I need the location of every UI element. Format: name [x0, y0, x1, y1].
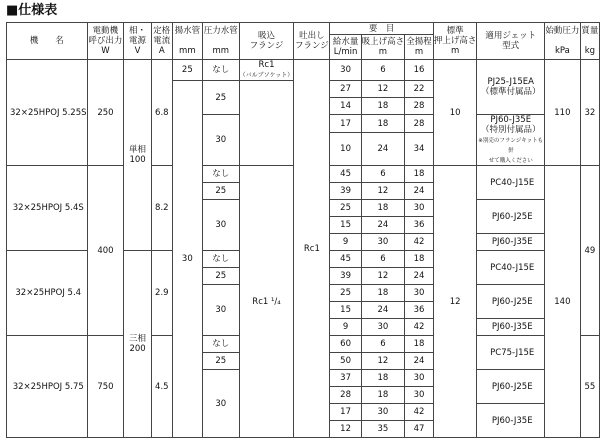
total-head-cell: 47 [405, 421, 434, 438]
col-start-pressure: 始動圧力 kPa [545, 23, 581, 60]
mass-cell: 55 [580, 336, 599, 438]
suction-head-cell: 12 [361, 353, 405, 370]
phase-cell: 単相 100 [124, 60, 151, 251]
pressure-pipe-cell: 25 [202, 183, 239, 200]
push-head-cell: 10 [433, 60, 477, 166]
flow-cell: 17 [330, 404, 361, 421]
flow-cell: 39 [330, 183, 361, 200]
pressure-pipe-cell: 30 [202, 285, 239, 336]
jet-cell: PJ25-J15EA （標準付属品） [477, 60, 545, 115]
col-flow: 給水量 L/min [330, 35, 361, 60]
flow-cell: 50 [330, 353, 361, 370]
jet-cell: PJ60-J35E （特別付属品） ※別売のフランジキットも併 せて購入ください [478, 115, 544, 164]
current-cell: 2.9 [151, 251, 172, 336]
col-motor: 電動機 呼び出力 W [87, 23, 124, 60]
suction-head-cell: 6 [361, 166, 405, 183]
suction-flange-cell: Rc1 ¹/₄ [239, 166, 294, 438]
col-mass: 質量 kg [580, 23, 599, 60]
table-row [7, 60, 600, 81]
pressure-pipe-cell: 25 [202, 353, 239, 370]
suction-head-cell: 24 [361, 133, 405, 166]
motor-cell: 250 [87, 60, 124, 166]
spec-table [6, 22, 600, 438]
total-head-cell: 22 [405, 81, 434, 98]
total-head-cell: 30 [405, 200, 434, 217]
flow-cell: 9 [330, 234, 361, 251]
total-head-cell: 42 [405, 319, 434, 336]
total-head-cell: 18 [405, 166, 434, 183]
start-pressure-cell: 110 [545, 60, 581, 166]
suction-head-cell: 24 [361, 217, 405, 234]
col-pressure-pipe: 圧力水管 mm [202, 23, 239, 60]
pressure-pipe-cell: なし [202, 336, 239, 353]
discharge-flange-cell: Rc1 [294, 60, 330, 438]
motor-cell: 750 [87, 336, 124, 438]
suction-head-cell: 12 [361, 183, 405, 200]
suction-pipe-cell: 25 [172, 60, 202, 81]
mass-cell: 32 [580, 60, 599, 166]
jet-cell: PC75-J15E [477, 336, 545, 370]
total-head-cell: 16 [405, 60, 434, 81]
total-head-cell: 24 [405, 268, 434, 285]
pressure-pipe-cell: 30 [202, 370, 239, 438]
suction-head-cell: 18 [361, 285, 405, 302]
suction-flange-cell: Rc1 （バルブソケット） [239, 60, 294, 79]
jet-cell: PJ60-J35E [477, 319, 545, 336]
suction-head-cell: 18 [361, 115, 405, 133]
col-phase: 相・ 電源 V [124, 23, 151, 60]
total-head-cell: 36 [405, 302, 434, 319]
pressure-pipe-cell: なし [202, 166, 239, 183]
flow-cell: 25 [330, 200, 361, 217]
suction-head-cell: 12 [361, 81, 405, 98]
jet-cell: PJ60-J25E [477, 200, 545, 234]
pressure-pipe-cell: 25 [202, 268, 239, 285]
suction-head-cell: 35 [361, 421, 405, 438]
current-cell: 6.8 [151, 60, 172, 166]
total-head-cell: 42 [405, 234, 434, 251]
pressure-pipe-cell: 25 [202, 81, 239, 115]
flow-cell: 25 [330, 285, 361, 302]
flow-cell: 14 [330, 98, 361, 115]
total-head-cell: 30 [405, 387, 434, 404]
jet-cell: PJ60-J35E [477, 404, 545, 438]
total-head-cell: 18 [405, 251, 434, 268]
suction-head-cell: 6 [361, 336, 405, 353]
flow-cell: 45 [330, 251, 361, 268]
flow-cell: 27 [330, 81, 361, 98]
col-total-head: 全揚程 m [405, 35, 434, 60]
pressure-pipe-cell: 30 [202, 200, 239, 251]
total-head-cell: 30 [405, 370, 434, 387]
suction-head-cell: 18 [361, 98, 405, 115]
pressure-pipe-cell: なし [202, 251, 239, 268]
flow-cell: 10 [330, 133, 361, 166]
current-cell: 4.5 [151, 336, 172, 438]
col-model: 機 名 [7, 23, 88, 60]
current-cell: 8.2 [151, 166, 172, 251]
suction-head-cell: 12 [361, 268, 405, 285]
pressure-pipe-cell: 30 [202, 115, 239, 166]
jet-cell: PJ60-J25E [477, 370, 545, 404]
suction-head-cell: 30 [361, 319, 405, 336]
suction-pipe-cell: 30 [172, 81, 202, 438]
col-discharge-flange: 吐出し フランジ [294, 23, 330, 60]
suction-flange-cell [239, 81, 294, 166]
flow-cell: 17 [330, 115, 361, 133]
model-cell: 32×25HPOJ 5.4 [7, 251, 88, 336]
col-elements: 要 目 [330, 23, 433, 35]
total-head-cell: 18 [405, 336, 434, 353]
total-head-cell: 24 [405, 183, 434, 200]
jet-cell: PJ60-J35E [477, 234, 545, 251]
flow-cell: 15 [330, 302, 361, 319]
jet-cell: PJ60-J25E [477, 285, 545, 319]
suction-head-cell: 18 [361, 387, 405, 404]
page-title: ■仕様表 [6, 3, 58, 18]
col-jet: 適用ジェット 型式 [477, 23, 545, 60]
flow-cell: 30 [330, 60, 361, 81]
suction-head-cell: 6 [361, 60, 405, 81]
jet-cell: PC40-J15E [477, 166, 545, 200]
total-head-cell: 42 [405, 404, 434, 421]
suction-head-cell: 6 [361, 251, 405, 268]
suction-head-cell: 30 [361, 234, 405, 251]
total-head-cell: 30 [405, 285, 434, 302]
mass-cell: 49 [580, 166, 599, 336]
flow-cell: 9 [330, 319, 361, 336]
push-head-cell: 12 [433, 166, 477, 438]
col-suction-pipe: 揚水管 mm [172, 23, 202, 60]
start-pressure-cell: 140 [545, 166, 581, 438]
jet-cell: PC40-J15E [477, 251, 545, 285]
flow-cell: 45 [330, 166, 361, 183]
flow-cell: 60 [330, 336, 361, 353]
motor-cell: 400 [87, 166, 124, 336]
col-suction-flange: 吸込 フランジ [239, 23, 294, 60]
total-head-cell: 24 [405, 353, 434, 370]
flow-cell: 12 [330, 421, 361, 438]
total-head-cell: 28 [405, 115, 434, 133]
total-head-cell: 28 [405, 98, 434, 115]
phase-cell: 三相 200 [124, 251, 151, 438]
flow-cell: 15 [330, 217, 361, 234]
col-push-head: 標準 押上げ高さ m [433, 23, 477, 60]
flow-cell: 39 [330, 268, 361, 285]
total-head-cell: 34 [405, 133, 434, 166]
total-head-cell: 36 [405, 217, 434, 234]
col-current: 定格 電流 A [151, 23, 172, 60]
flow-cell: 28 [330, 387, 361, 404]
pressure-pipe-cell: なし [202, 60, 239, 81]
suction-head-cell: 30 [361, 404, 405, 421]
suction-head-cell: 24 [361, 302, 405, 319]
suction-head-cell: 18 [361, 370, 405, 387]
model-cell: 32×25HPOJ 5.4S [7, 166, 88, 251]
model-cell: 32×25HPOJ 5.25S [7, 60, 88, 166]
col-suction-head: 吸上げ高さ m [361, 35, 405, 60]
model-cell: 32×25HPOJ 5.75 [7, 336, 88, 438]
suction-head-cell: 18 [361, 200, 405, 217]
flow-cell: 37 [330, 370, 361, 387]
